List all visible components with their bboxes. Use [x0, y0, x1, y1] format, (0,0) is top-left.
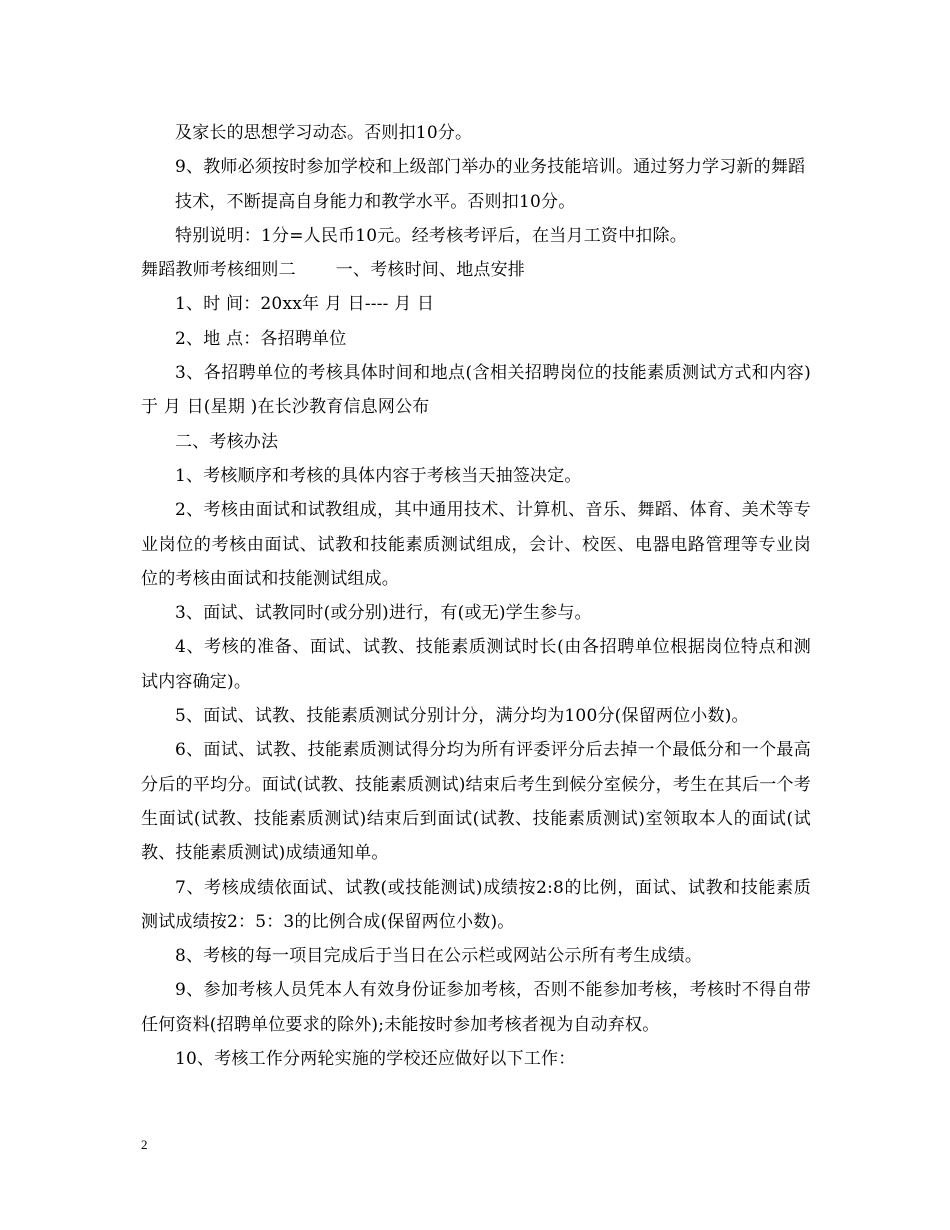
paragraph: 技术，不断提高自身能力和教学水平。否则扣10分。: [175, 191, 576, 212]
paragraph: 3、面试、试教同时(或分别)进行，有(或无)学生参与。: [175, 603, 592, 624]
paragraph: 1、时 间：20xx年 月 日---- 月 日: [175, 294, 435, 315]
paragraph: 2、考核由面试和试教组成，其中通用技术、计算机、音乐、舞蹈、体育、美术等专业岗位的考核由面试、试教和技能素质测试组成，会计、校医、电器电路管理等专业岗位的考核由面试和技能测试组成。: [141, 500, 811, 589]
paragraph: 9、教师必须按时参加学校和上级部门举办的业务技能培训。通过努力学习新的舞蹈: [175, 157, 806, 178]
paragraph: 8、考核的每一项目完成后于当日在公示栏或网站公示所有考生成绩。: [175, 946, 703, 967]
paragraph: 5、面试、试教、技能素质测试分别计分，满分均为100分(保留两位小数)。: [175, 706, 749, 727]
page-number: 2: [141, 1137, 148, 1152]
paragraph: 9、参加考核人员凭本人有效身份证参加考核，否则不能参加考核，考核时不得自带任何资料(招聘单位要求的除外);未能按时参加考核者视为自动弃权。: [141, 980, 811, 1035]
paragraph: 特别说明：1分=人民币10元。经考核考评后，在当月工资中扣除。: [175, 225, 687, 246]
paragraph: 3、各招聘单位的考核具体时间和地点(含相关招聘岗位的技能素质测试方式和内容)于 月 日(星期 )在长沙教育信息网公布: [141, 363, 811, 418]
paragraph: 1、考核顺序和考核的具体内容于考核当天抽签决定。: [175, 465, 582, 486]
section-heading: 二、考核办法: [175, 431, 279, 452]
paragraph: 7、考核成绩依面试、试教(或技能测试)成绩按2:8的比例，面试、试教和技能素质测试成绩按2：5：3的比例合成(保留两位小数)。: [141, 877, 811, 932]
section-heading: 舞蹈教师考核细则二 一、考核时间、地点安排: [141, 260, 526, 281]
paragraph: 6、面试、试教、技能素质测试得分均为所有评委评分后去掉一个最低分和一个最高分后的平均分。面试(试教、技能素质测试)结束后考生到候分室候分，考生在其后一个考生面试(试教、技能素质测试)结束后到面试(试教、技能素质测试)室领取本人的面试(试教、技能素质测试)成绩通知单。: [141, 740, 811, 864]
paragraph: 10、考核工作分两轮实施的学校还应做好以下工作：: [175, 1049, 576, 1070]
paragraph: 2、地 点：各招聘单位: [175, 328, 347, 349]
paragraph: 4、考核的准备、面试、试教、技能素质测试时长(由各招聘单位根据岗位特点和测试内容确定)。: [141, 637, 811, 692]
paragraph: 及家长的思想学习动态。否则扣10分。: [175, 123, 473, 143]
document-body: [141, 116, 811, 1076]
